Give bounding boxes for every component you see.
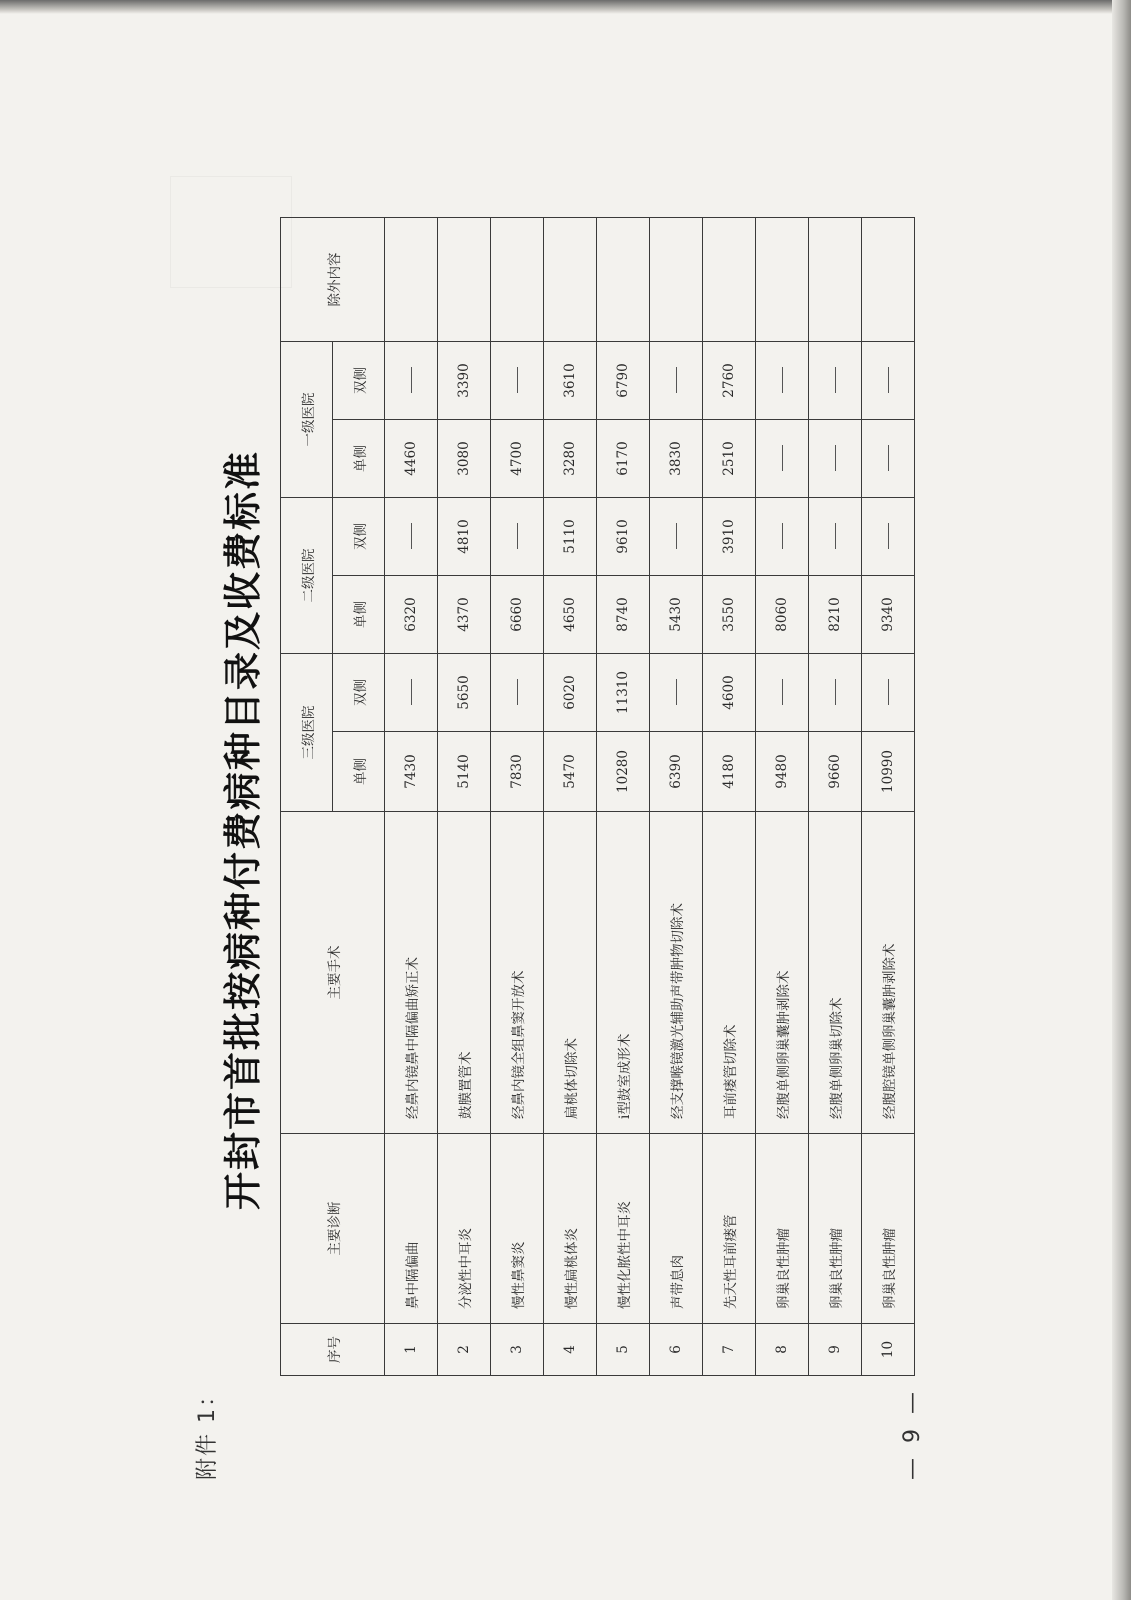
cell-l2-single: 8210: [809, 576, 862, 654]
cell-l2-double: 5110: [544, 498, 597, 576]
cell-diagnosis: 鼻中隔偏曲: [385, 1134, 438, 1324]
cell-exclusions: [491, 218, 544, 342]
cell-l1-double: 6790: [597, 342, 650, 420]
cell-l3-single: 4180: [703, 732, 756, 812]
not-applicable-dash: [676, 368, 677, 394]
cell-l2-double: [385, 498, 438, 576]
cell-seq: 3: [491, 1324, 544, 1376]
header-seq: 序号: [281, 1324, 385, 1376]
cell-l3-double: 11310: [597, 654, 650, 732]
cell-l2-single: 6320: [385, 576, 438, 654]
cell-l2-single: 9340: [862, 576, 915, 654]
cell-l3-single: 9660: [809, 732, 862, 812]
cell-exclusions: [756, 218, 809, 342]
cell-seq: 4: [544, 1324, 597, 1376]
header-level2: 二级医院: [281, 498, 333, 654]
cell-diagnosis: 卵巢良性肿瘤: [862, 1134, 915, 1324]
not-applicable-dash: [835, 368, 836, 394]
cell-l3-double: [491, 654, 544, 732]
cell-l3-double: [385, 654, 438, 732]
cell-surgery: 耳前瘘管切除术: [703, 812, 756, 1134]
cell-l2-single: 3550: [703, 576, 756, 654]
not-applicable-dash: [835, 524, 836, 550]
not-applicable-dash: [676, 680, 677, 706]
cell-l1-single: [809, 420, 862, 498]
table-row: [809, 218, 862, 1376]
cell-l2-double: [491, 498, 544, 576]
not-applicable-dash: [888, 524, 889, 550]
cell-l1-single: 2510: [703, 420, 756, 498]
cell-diagnosis: 慢性化脓性中耳炎: [597, 1134, 650, 1324]
table-row: [703, 218, 756, 1376]
cell-l1-double: 2760: [703, 342, 756, 420]
cell-surgery: 鼓膜置管术: [438, 812, 491, 1134]
cell-l2-double: [756, 498, 809, 576]
cell-l1-double: 3390: [438, 342, 491, 420]
cell-l2-double: [809, 498, 862, 576]
table-row: [385, 218, 438, 1376]
cell-diagnosis: 分泌性中耳炎: [438, 1134, 491, 1324]
scan-right-edge: [1112, 0, 1131, 1600]
header-l2-double: 双侧: [333, 498, 385, 576]
cell-l3-double: 4600: [703, 654, 756, 732]
not-applicable-dash: [517, 368, 518, 394]
page-title: 开封市首批按病种付费病种目录及收费标准: [221, 450, 265, 1211]
cell-l2-single: 5430: [650, 576, 703, 654]
table-row: [491, 218, 544, 1376]
cell-diagnosis: 卵巢良性肿瘤: [756, 1134, 809, 1324]
cell-l3-single: 9480: [756, 732, 809, 812]
cell-l1-single: 6170: [597, 420, 650, 498]
cell-surgery: 经腹腔镜单侧卵巢囊肿剥除术: [862, 812, 915, 1134]
cell-l2-double: [862, 498, 915, 576]
cell-exclusions: [438, 218, 491, 342]
cell-l3-double: 6020: [544, 654, 597, 732]
cell-l1-double: [756, 342, 809, 420]
cell-seq: 5: [597, 1324, 650, 1376]
not-applicable-dash: [782, 446, 783, 472]
not-applicable-dash: [411, 680, 412, 706]
cell-l2-single: 6660: [491, 576, 544, 654]
cell-l3-double: 5650: [438, 654, 491, 732]
cell-diagnosis: 慢性扁桃体炎: [544, 1134, 597, 1324]
cell-l2-single: 4370: [438, 576, 491, 654]
table-row: [862, 218, 915, 1376]
header-diagnosis: 主要诊断: [281, 1134, 385, 1324]
cell-diagnosis: 卵巢良性肿瘤: [809, 1134, 862, 1324]
not-applicable-dash: [835, 680, 836, 706]
cell-surgery: 经腹单侧卵巢囊肿剥除术: [756, 812, 809, 1134]
table-row: [597, 218, 650, 1376]
cell-l1-double: [809, 342, 862, 420]
cell-exclusions: [703, 218, 756, 342]
cell-surgery: 扁桃体切除术: [544, 812, 597, 1134]
rotated-page: [160, 180, 980, 1480]
header-surgery: 主要手术: [281, 812, 385, 1134]
header-l1-double: 双侧: [333, 342, 385, 420]
table-row: [650, 218, 703, 1376]
cell-exclusions: [544, 218, 597, 342]
cell-l1-double: [385, 342, 438, 420]
table-row: [544, 218, 597, 1376]
cell-diagnosis: 先天性耳前瘘管: [703, 1134, 756, 1324]
cell-seq: 2: [438, 1324, 491, 1376]
not-applicable-dash: [411, 368, 412, 394]
cell-surgery: 经鼻内镜全组鼻窦开放术: [491, 812, 544, 1134]
page-number: — 9 —: [900, 1388, 925, 1480]
header-l2-single: 单侧: [333, 576, 385, 654]
attachment-label: 附件 1：: [195, 1383, 220, 1480]
cell-l1-double: [650, 342, 703, 420]
cell-l1-single: 3080: [438, 420, 491, 498]
cell-l3-single: 7430: [385, 732, 438, 812]
cell-seq: 8: [756, 1324, 809, 1376]
cell-l3-single: 5470: [544, 732, 597, 812]
cell-l3-double: [756, 654, 809, 732]
cell-l2-double: 3910: [703, 498, 756, 576]
table-body: [385, 218, 915, 1376]
not-applicable-dash: [835, 446, 836, 472]
table-row: [438, 218, 491, 1376]
header-l3-double: 双侧: [333, 654, 385, 732]
cell-surgery: ⅰ型鼓室成形术: [597, 812, 650, 1134]
cell-l1-single: [756, 420, 809, 498]
header-exclusions: 除外内容: [281, 218, 385, 342]
cell-exclusions: [650, 218, 703, 342]
not-applicable-dash: [517, 680, 518, 706]
cell-seq: 7: [703, 1324, 756, 1376]
cell-l1-single: 3830: [650, 420, 703, 498]
cell-l1-single: 4460: [385, 420, 438, 498]
table-row: [756, 218, 809, 1376]
cell-l3-single: 10990: [862, 732, 915, 812]
fee-table: [280, 217, 915, 1376]
cell-l1-double: [862, 342, 915, 420]
header-level1: 一级医院: [281, 342, 333, 498]
not-applicable-dash: [676, 524, 677, 550]
cell-l2-double: 9610: [597, 498, 650, 576]
cell-l1-double: [491, 342, 544, 420]
cell-surgery: 经腹单侧卵巢切除术: [809, 812, 862, 1134]
cell-l3-single: 6390: [650, 732, 703, 812]
cell-l3-double: [862, 654, 915, 732]
cell-exclusions: [597, 218, 650, 342]
not-applicable-dash: [888, 368, 889, 394]
scan-top-edge: [0, 0, 1131, 14]
header-l1-single: 单侧: [333, 420, 385, 498]
cell-l3-double: [650, 654, 703, 732]
cell-diagnosis: 慢性鼻窦炎: [491, 1134, 544, 1324]
cell-l2-double: 4810: [438, 498, 491, 576]
cell-l3-double: [809, 654, 862, 732]
cell-exclusions: [809, 218, 862, 342]
not-applicable-dash: [888, 680, 889, 706]
not-applicable-dash: [517, 524, 518, 550]
cell-surgery: 经鼻内镜鼻中隔偏曲矫正术: [385, 812, 438, 1134]
cell-l2-single: 4650: [544, 576, 597, 654]
cell-l1-single: 4700: [491, 420, 544, 498]
not-applicable-dash: [411, 524, 412, 550]
header-l3-single: 单侧: [333, 732, 385, 812]
not-applicable-dash: [782, 524, 783, 550]
cell-l1-single: [862, 420, 915, 498]
cell-seq: 10: [862, 1324, 915, 1376]
cell-l2-single: 8060: [756, 576, 809, 654]
cell-surgery: 经支撑喉镜激光辅助声带肿物切除术: [650, 812, 703, 1134]
header-level3: 三级医院: [281, 654, 333, 812]
not-applicable-dash: [888, 446, 889, 472]
cell-l1-double: 3610: [544, 342, 597, 420]
cell-seq: 1: [385, 1324, 438, 1376]
cell-l3-single: 5140: [438, 732, 491, 812]
header-row-1: [281, 218, 333, 1376]
cell-l3-single: 10280: [597, 732, 650, 812]
cell-diagnosis: 声带息肉: [650, 1134, 703, 1324]
cell-l3-single: 7830: [491, 732, 544, 812]
cell-exclusions: [862, 218, 915, 342]
not-applicable-dash: [782, 368, 783, 394]
cell-exclusions: [385, 218, 438, 342]
cell-l2-single: 8740: [597, 576, 650, 654]
cell-seq: 6: [650, 1324, 703, 1376]
cell-l2-double: [650, 498, 703, 576]
cell-l1-single: 3280: [544, 420, 597, 498]
not-applicable-dash: [782, 680, 783, 706]
cell-seq: 9: [809, 1324, 862, 1376]
